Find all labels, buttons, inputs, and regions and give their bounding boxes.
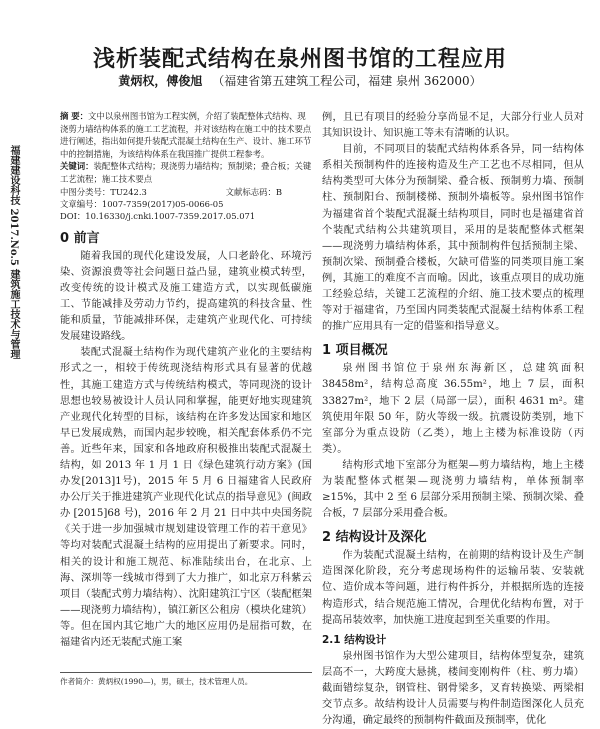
body-paragraph: 泉州图书馆位于泉州东海新区，总建筑面积 38458m²，结构总高度 36.55m²，地上 7 层，面积 33827m²，地下 2 层（局部一层），面积 4631 m²。建筑使用年限 50 年，防火等级一级。抗震设防类别，地下室部分为重点设防（乙类），地上主楼为标准设防（丙类）。 [322, 363, 584, 455]
keywords-text: 装配整体式结构；现浇剪力墙结构；预制梁；叠合板；关键工艺流程；施工技术要点 [60, 161, 312, 184]
footnote: 作者简介：黄炳权(1990—)，男，硕士，技术管理人员。 [60, 672, 312, 687]
journal-side-label: 福建建设科技 2017.No.5 建筑施工技术与管理 [8, 145, 19, 360]
body-paragraph: 作为装配式混凝土结构，在前期的结构设计及生产制造图深化阶段，充分考虑现场构件的运输吊装、安装就位、造价成本等问题，进行构件拆分，并根据所选的连接构造形式，结合规范施工情况，合理优化结构布置，对于提高吊装效率，加快施工进度起到至关重要的作用。 [322, 550, 584, 626]
abstract-text: 文中以泉州图书馆为工程实例，介绍了装配整体式结构、现浇剪力墙结构体系的施工工艺流程，并对该结构在施工中的技术要点进行阐述，指出如何提升装配式混凝土结构在生产、设计、施工环节中的控制措施，为该结构体系在我国推广提供工程参考。 [60, 111, 312, 159]
right-column [322, 110, 584, 729]
abstract-label: 摘 要： [60, 111, 89, 121]
keywords-label: 关键词： [60, 161, 94, 172]
document-code: 文献标志码：B [225, 186, 282, 197]
body-paragraph: 例，且已有项目的经验分享尚显不足，大部分行业人员对其知识设计、知识施工等未有清晰的认识。 [322, 112, 584, 140]
body-paragraph: 目前，不同项目的装配式结构体系各异，同一结构体系相关预制构件的连接构造及生产工艺也不尽相同，但从结构类型可大体分为预制梁、叠合板、预制剪力墙、预制柱、预制阳台、预制楼梯、预制外墙板等。泉州图书馆作为福建省首个装配式混凝土结构项目，同时也是福建省首个装配式结构公共建筑项目，采用的是装配整体式框架——现浇剪力墙结构体系，其中预制构件包括预制主梁、预制次梁、预制叠合楼板，欠缺可借鉴的同类项目施工案例，其施工的难度不言而喻。因此，该重点项目的成功施工经验总结，关键工艺流程的介绍、施工技术要点的梳理等对于福建省，乃至国内同类装配式混凝土结构体系工程的推广应用具有一定的借鉴和指导意义。 [322, 144, 584, 333]
section-heading-intro: 0 前言 [60, 230, 100, 246]
left-column [60, 110, 312, 651]
body-paragraph: 随着我国的现代化建设发展，人口老龄化、环境污染、资源浪费等社会问题日益凸显，建筑业模式转型，改变传统的设计模式及施工建造方式，以实现低碳施工、节能减排及劳动力节约，提高建筑的科技含量、性能和质量，节能减排环保，走建筑产业现代化、可持续发展建设路线。 [60, 250, 312, 343]
authors: 黄炳权，傅俊旭 [118, 74, 203, 88]
article-number: 文章编号：1007-7359(2017)05-0066-05 [60, 198, 224, 209]
body-paragraph: 泉州图书馆作为大型公建项目，结构体型复杂，建筑层高不一，大跨度大悬挑，楼间变刚构件（柱、剪力墙）截面错综复杂，钢管柱、钢骨梁多，叉育转换梁、两梁相交节点多。故结构设计人员需要与构件制造图深化人员充分沟通，确定最终的预制构件截面及预制率，优化 [322, 650, 584, 727]
article-meta [60, 186, 312, 223]
subsection-heading: 2.1 结构设计 [322, 633, 387, 646]
author-line [0, 72, 600, 89]
paper-title: 浅析装配式结构在泉州图书馆的工程应用 [92, 47, 507, 72]
abstract [60, 110, 312, 160]
keywords [60, 160, 312, 185]
body-paragraph: 装配式混凝土结构作为现代建筑产业化的主要结构形式之一，相较于传统现浇结构形式具有显著的优越性，其施工建造方式与传统结构模式，等同现浇的设计思想也较易被设计人员认同和掌握，能更好地实现建筑产业现代化转型的目标，该结构在许多发达国家和地区早已发展成熟，而国内起步较晚，相关配套体系仍不完善。近些年来，国家和各地政府积极推出装配式混凝土结构，如 2013 年 1 月 1 日《绿色建筑行动方案》(国办发[2013]1号)，2015 年 5 月 6 日福建省人民政府办公厅关于推进建筑产业现代化试点的指导意见》(闽政办 [2015]68 号)，2016 年 2 月 21 日中共中央国务院《关于进一步加强城市规划建设管理工作的若干意见》等均对装配式混凝土结构的应用提出了新要求。同时，相关的设计和施工规范、标准陆续出台，在北京、上海、深圳等一线城市得到了大力推广，如北京万科紫云项目（装配式剪力墙结构）、沈阳建筑江宁区（装配框架——现浇剪力墙结构），镇江新区公租房（模块化建筑）等。但在国内其它地广大的地区应用仍是屈指可数，在福建省内还无装配式施工案 [60, 347, 312, 649]
clc-number: 中图分类号：TU242.3 [60, 186, 147, 197]
doi: DOI：10.16330/j.cnki.1007-7359.2017.05.071 [60, 211, 256, 222]
section-heading-overview: 1 项目概况 [322, 343, 388, 359]
body-paragraph: 结构形式地下室部分为框架—剪力墙结构，地上主楼为装配整体式框架—现浇剪力墙结构，单体预制率≥15%，其中 2 至 6 层部分采用预制主梁、预制次梁、叠合板，7 层部分采用叠合板。 [322, 459, 584, 520]
affiliation: （福建省第五建筑工程公司，福建 泉州 362000） [212, 74, 482, 88]
section-heading-design: 2 结构设计及深化 [322, 530, 427, 546]
